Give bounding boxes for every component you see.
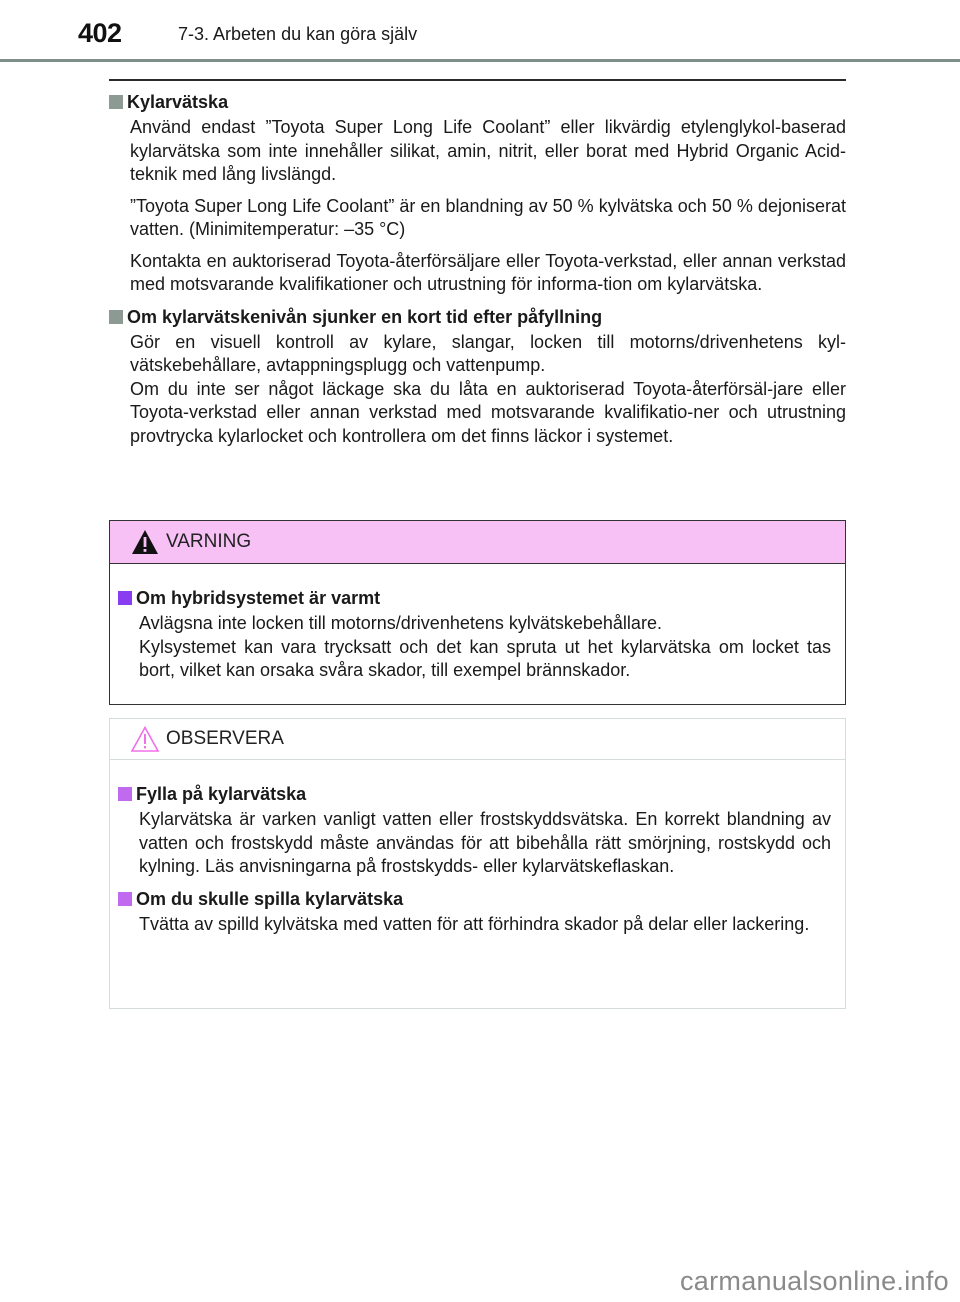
notice-item-heading — [118, 887, 831, 911]
square-bullet-icon — [109, 310, 123, 324]
section-divider — [109, 79, 846, 81]
warning-body — [110, 564, 845, 683]
watermark: carmanualsonline.info — [680, 1266, 949, 1296]
section-kylarvatska — [109, 90, 846, 297]
square-bullet-icon — [118, 892, 132, 906]
chapter-title: 7-3. Arbeten du kan göra själv — [178, 24, 418, 44]
warning-box — [109, 520, 846, 705]
heading-text: Om du skulle spilla kylarvätska — [136, 888, 404, 909]
heading-text: Om hybridsystemet är varmt — [136, 588, 381, 608]
square-bullet-icon — [109, 95, 123, 109]
paragraph: Gör en visuell kontroll av kylare, slangar, locken till motorns/drivenhetens kyl-vätskebehållare, avtappningsplugg och vattenpump. — [130, 331, 846, 375]
page-number: 402 — [78, 18, 122, 48]
section-coolant-level-drops — [109, 305, 846, 449]
warning-triangle-icon — [130, 528, 160, 556]
warning-header — [110, 521, 845, 564]
paragraph: Kontakta en auktoriserad Toyota-återförsäljare eller Toyota-verkstad, eller annan verkstad med motsvarande kvalifikationer och utrustning för informa-tion om kylarvätska. — [130, 250, 846, 294]
paragraph: Tvätta av spilld kylvätska med vatten för att förhindra skador på delar eller lackering. — [139, 913, 810, 934]
notice-item-heading — [118, 782, 831, 806]
section-heading — [109, 305, 846, 329]
caution-triangle-outline-icon — [130, 725, 160, 753]
paragraph: Kylsystemet kan vara trycksatt och det kan spruta ut het kylarvätska om locket tas bort, vilket kan orsaka svåra skador, till exempel brännskador. — [139, 636, 831, 680]
notice-body — [110, 760, 845, 936]
notice-title: OBSERVERA — [166, 728, 284, 749]
paragraph: Avlägsna inte locken till motorns/drivenhetens kylvätskebehållare. — [139, 613, 662, 633]
header-divider — [0, 59, 960, 62]
main-content — [109, 90, 846, 456]
notice-box — [109, 718, 846, 1009]
heading-text: Fylla på kylarvätska — [136, 784, 307, 804]
paragraph: Om du inte ser något läckage ska du låta en auktoriserad Toyota-återförsäl-jare eller Toyota-verkstad eller annan verkstad med motsvarande kvalifikatio-ner och utrustning provtrycka kylarlocket och kontrollera om det finns läckor i systemet. — [130, 378, 846, 446]
square-bullet-icon — [118, 591, 132, 605]
warning-title: VARNING — [166, 531, 252, 552]
heading-text: Om kylarvätskenivån sjunker en kort tid efter påfyllning — [127, 306, 603, 327]
paragraph: ”Toyota Super Long Life Coolant” är en blandning av 50 % kylvätska och 50 % dejoniserat vatten. (Minimitemperatur: –35 °C) — [130, 195, 846, 239]
notice-header — [110, 719, 845, 760]
square-bullet-icon — [118, 787, 132, 801]
paragraph: Använd endast ”Toyota Super Long Life Coolant” eller likvärdig etylenglykol-baserad kylarvätska som inte innehåller silikat, amin, nitrit, eller borat med Hybrid Organic Acid-teknik med lång livslängd. — [130, 117, 846, 184]
section-heading — [109, 90, 846, 114]
paragraph: Kylarvätska är varken vanligt vatten eller frostskyddsvätska. En korrekt blandning av vatten och frostskydd måste användas för att bibehålla rätt smörjning, rostskydd och kylning. Läs anvisningarna på frostskydds- eller kylarvätskeflaskan. — [139, 809, 831, 876]
heading-text: Kylarvätska — [127, 92, 229, 112]
warning-item-heading — [118, 586, 831, 610]
